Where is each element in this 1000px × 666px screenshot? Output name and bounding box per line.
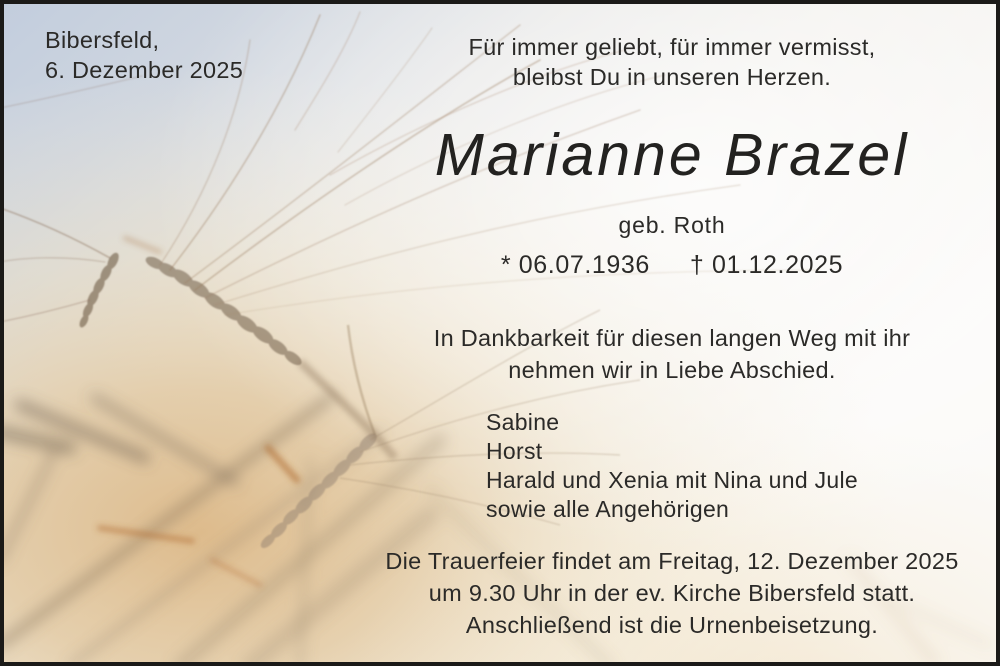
mourner-item: sowie alle Angehörigen (485, 496, 730, 522)
birth-date (501, 251, 650, 279)
deceased-name: Marianne Brazel (434, 122, 910, 188)
funeral-line-2: um 9.30 Uhr in der ev. Kirche Bibersfeld statt. (428, 580, 916, 606)
mourner-item: Sabine (485, 409, 560, 435)
life-dates (380, 250, 964, 280)
dateline-place: Bibersfeld, (45, 27, 160, 53)
funeral-details (380, 545, 964, 641)
death-date (690, 251, 843, 279)
birth-date-value: 06.07.1936 (518, 251, 650, 279)
died-dagger-symbol: † (689, 251, 705, 279)
tribute-line-2: nehmen wir in Liebe Abschied. (508, 357, 836, 383)
born-asterisk-symbol: * (500, 251, 512, 279)
dateline (45, 25, 243, 85)
mourner-item: Harald und Xenia mit Nina und Jule (485, 467, 859, 493)
epigraph-line-1: Für immer geliebt, für immer vermisst, (468, 34, 876, 60)
epigraph-line-2: bleibst Du in unseren Herzen. (512, 64, 832, 90)
tribute-line-1: In Dankbarkeit für diesen langen Weg mit ihr (433, 325, 911, 351)
mourners-list (486, 408, 858, 524)
mourner-item: Horst (485, 438, 543, 464)
tribute-text (380, 322, 964, 386)
funeral-line-3: Anschließend ist die Urnenbeisetzung. (465, 612, 879, 638)
dateline-date: 6. Dezember 2025 (45, 57, 244, 83)
mourners-section (380, 408, 964, 524)
epigraph (380, 32, 964, 92)
death-date-value: 01.12.2025 (711, 251, 844, 279)
funeral-line-1: Die Trauerfeier findet am Freitag, 12. Dezember 2025 (385, 548, 959, 574)
maiden-name: geb. Roth (618, 212, 726, 238)
